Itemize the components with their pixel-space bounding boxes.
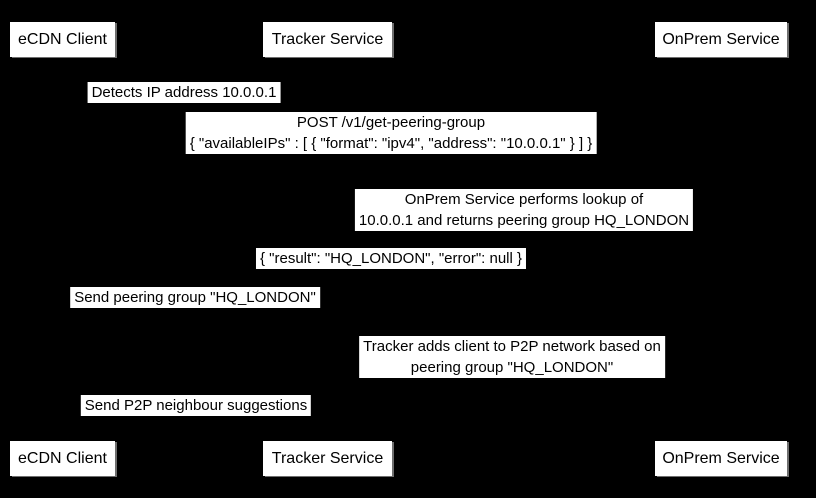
note-tracker-adds-client xyxy=(359,336,665,378)
actor-onprem-service-top xyxy=(655,22,787,57)
arrow-send-peering-group xyxy=(62,309,327,310)
message-line: POST /v1/get-peering-group xyxy=(296,114,486,131)
note-onprem-lookup xyxy=(355,189,693,231)
actor-tracker-service-top xyxy=(263,22,392,57)
actor-ecdn-client-top xyxy=(10,22,115,57)
message-send-peering-group xyxy=(70,287,320,308)
actor-label: Tracker Service xyxy=(271,449,384,467)
message-line: { "availableIPs" : [ { "format": "ipv4", "address": "10.0.0.1" } ] } xyxy=(189,135,593,152)
note-line: 10.0.0.1 and returns peering group HQ_LONDON xyxy=(358,212,690,229)
actor-label: Tracker Service xyxy=(271,30,384,48)
arrow-result-response xyxy=(62,270,721,271)
message-detects-ip-address xyxy=(88,82,281,103)
arrow-send-p2p-suggestions xyxy=(62,417,327,418)
arrow-post-get-peering-group xyxy=(62,156,721,157)
actor-ecdn-client-bottom xyxy=(10,441,115,476)
message-post-get-peering-group xyxy=(186,112,597,154)
actor-label: OnPrem Service xyxy=(662,449,780,467)
message-line: Send P2P neighbour suggestions xyxy=(84,397,308,414)
note-line: peering group "HQ_LONDON" xyxy=(410,359,614,376)
actor-tracker-service-bottom xyxy=(263,441,392,476)
arrow-self-detect-ip xyxy=(62,104,92,105)
lifeline-ecdn-client xyxy=(62,57,63,441)
message-line: { "result": "HQ_LONDON", "error": null } xyxy=(259,250,523,267)
note-line: Tracker adds client to P2P network based on xyxy=(363,338,661,355)
actor-label: OnPrem Service xyxy=(662,30,780,48)
actor-onprem-service-bottom xyxy=(655,441,787,476)
message-line: Send peering group "HQ_LONDON" xyxy=(74,289,316,306)
note-line: OnPrem Service performs lookup of xyxy=(404,191,644,208)
message-send-p2p-suggestions xyxy=(81,395,311,416)
message-result-hq-london xyxy=(256,248,526,269)
actor-label: eCDN Client xyxy=(18,449,107,467)
actor-label: eCDN Client xyxy=(18,30,107,48)
lifeline-onprem-service xyxy=(721,57,722,441)
message-line: Detects IP address 10.0.0.1 xyxy=(91,84,277,101)
